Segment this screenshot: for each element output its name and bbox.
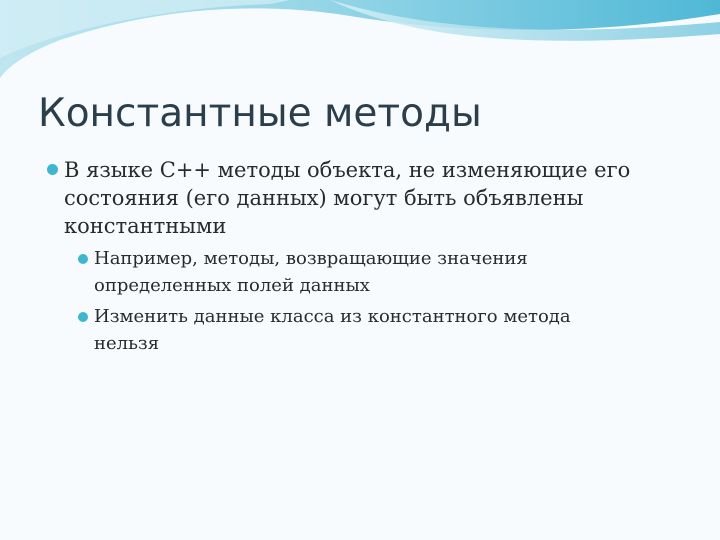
bullet-text-line: состояния (его данных) могут быть объявлены bbox=[64, 186, 584, 210]
sub-bullet-text-line: нельзя bbox=[94, 333, 160, 354]
sub-bullet-text-line: Изменить данные класса из константного метода bbox=[94, 306, 571, 327]
sub-bullet-dot bbox=[78, 312, 88, 322]
sub-bullet-dot bbox=[78, 254, 88, 264]
sub-bullet-text-line: определенных полей данных bbox=[94, 275, 370, 296]
sub-bullet-text-line: Например, методы, возвращающие значения bbox=[94, 248, 528, 269]
bullet-text-line: константными bbox=[64, 214, 227, 238]
bullet-text-line: В языке С++ методы объекта, не изменяющие его bbox=[64, 158, 631, 182]
bullet-dot bbox=[47, 164, 58, 175]
slide-title: Константные методы bbox=[38, 91, 482, 136]
header-wave-decoration bbox=[0, 0, 720, 100]
